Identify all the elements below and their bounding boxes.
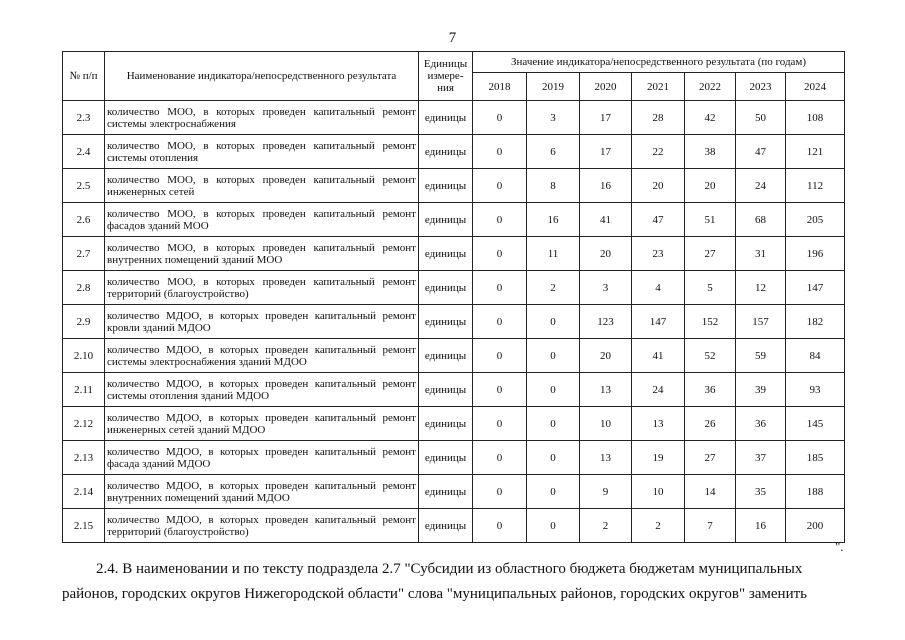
row-indicator-name: количество МДОО, в которых проведен капитальный ремонт территорий (благоустройство): [105, 509, 419, 543]
row-value: 0: [527, 407, 580, 441]
row-value: 50: [736, 101, 786, 135]
row-value: 2: [527, 271, 580, 305]
row-value: 37: [736, 441, 786, 475]
table-row: [63, 101, 845, 135]
header-year: 2021: [632, 73, 685, 101]
row-value: 0: [527, 509, 580, 543]
table-row: [63, 475, 845, 509]
row-value: 2: [632, 509, 685, 543]
row-value: 0: [473, 475, 527, 509]
row-indicator-name: количество МОО, в которых проведен капитальный ремонт фасадов зданий МОО: [105, 203, 419, 237]
row-value: 16: [736, 509, 786, 543]
header-year: 2022: [685, 73, 736, 101]
table-row: [63, 373, 845, 407]
row-value: 205: [786, 203, 845, 237]
row-value: 196: [786, 237, 845, 271]
row-value: 23: [632, 237, 685, 271]
row-value: 13: [580, 373, 632, 407]
table-row: [63, 339, 845, 373]
row-value: 16: [527, 203, 580, 237]
row-indicator-name: количество МОО, в которых проведен капитальный ремонт внутренних помещений зданий МОО: [105, 237, 419, 271]
paragraph-line-1: 2.4. В наименовании и по тексту подраздела 2.7 "Субсидии из областного бюджета бюджетам муниципальных: [96, 561, 803, 577]
row-value: 20: [685, 169, 736, 203]
row-value: 0: [473, 509, 527, 543]
row-value: 24: [736, 169, 786, 203]
row-value: 10: [632, 475, 685, 509]
row-value: 7: [685, 509, 736, 543]
row-value: 27: [685, 237, 736, 271]
row-value: 17: [580, 135, 632, 169]
row-unit: единицы: [419, 237, 473, 271]
row-value: 0: [527, 373, 580, 407]
paragraph-line-2: районов, городских округов Нижегородской области" слова "муниципальных районов, городских округов" заменить: [62, 586, 807, 602]
row-value: 0: [473, 407, 527, 441]
row-indicator-name: количество МДОО, в которых проведен капитальный ремонт фасада зданий МДОО: [105, 441, 419, 475]
row-unit: единицы: [419, 135, 473, 169]
row-value: 147: [786, 271, 845, 305]
row-value: 20: [580, 237, 632, 271]
row-value: 0: [473, 101, 527, 135]
row-value: 200: [786, 509, 845, 543]
row-value: 3: [527, 101, 580, 135]
row-value: 38: [685, 135, 736, 169]
row-unit: единицы: [419, 509, 473, 543]
row-number: 2.4: [63, 135, 105, 169]
row-value: 41: [632, 339, 685, 373]
row-value: 24: [632, 373, 685, 407]
row-value: 6: [527, 135, 580, 169]
row-indicator-name: количество МДОО, в которых проведен капитальный ремонт системы отопления зданий МДОО: [105, 373, 419, 407]
row-unit: единицы: [419, 101, 473, 135]
row-value: 0: [527, 305, 580, 339]
row-value: 93: [786, 373, 845, 407]
row-value: 2: [580, 509, 632, 543]
row-number: 2.8: [63, 271, 105, 305]
row-value: 145: [786, 407, 845, 441]
row-value: 19: [632, 441, 685, 475]
row-value: 5: [685, 271, 736, 305]
row-indicator-name: количество МДОО, в которых проведен капитальный ремонт инженерных сетей зданий МДОО: [105, 407, 419, 441]
row-number: 2.3: [63, 101, 105, 135]
row-number: 2.15: [63, 509, 105, 543]
row-value: 68: [736, 203, 786, 237]
row-number: 2.11: [63, 373, 105, 407]
row-value: 8: [527, 169, 580, 203]
header-name: Наименование индикатора/непосредственного результата: [105, 52, 419, 101]
table-row: [63, 135, 845, 169]
row-value: 121: [786, 135, 845, 169]
header-row-top: [63, 52, 845, 73]
row-indicator-name: количество МДОО, в которых проведен капитальный ремонт кровли зданий МДОО: [105, 305, 419, 339]
row-value: 185: [786, 441, 845, 475]
header-year: 2018: [473, 73, 527, 101]
row-unit: единицы: [419, 305, 473, 339]
row-indicator-name: количество МОО, в которых проведен капитальный ремонт территорий (благоустройство): [105, 271, 419, 305]
row-indicator-name: количество МОО, в которых проведен капитальный ремонт системы электроснабжения: [105, 101, 419, 135]
row-value: 39: [736, 373, 786, 407]
row-value: 0: [473, 203, 527, 237]
row-value: 112: [786, 169, 845, 203]
body-paragraph: [62, 557, 844, 607]
row-value: 152: [685, 305, 736, 339]
row-number: 2.14: [63, 475, 105, 509]
row-number: 2.13: [63, 441, 105, 475]
row-value: 0: [473, 169, 527, 203]
row-value: 11: [527, 237, 580, 271]
header-num: № п/п: [63, 52, 105, 101]
row-value: 16: [580, 169, 632, 203]
row-value: 123: [580, 305, 632, 339]
row-value: 4: [632, 271, 685, 305]
header-year: 2024: [786, 73, 845, 101]
row-unit: единицы: [419, 373, 473, 407]
row-value: 0: [473, 441, 527, 475]
header-values-group: Значение индикатора/непосредственного результата (по годам): [473, 52, 845, 73]
row-unit: единицы: [419, 339, 473, 373]
header-year: 2023: [736, 73, 786, 101]
row-value: 157: [736, 305, 786, 339]
table-row: [63, 237, 845, 271]
row-value: 20: [580, 339, 632, 373]
row-value: 0: [527, 441, 580, 475]
table-row: [63, 441, 845, 475]
row-number: 2.12: [63, 407, 105, 441]
row-value: 3: [580, 271, 632, 305]
header-year: 2019: [527, 73, 580, 101]
row-value: 0: [473, 305, 527, 339]
row-value: 182: [786, 305, 845, 339]
row-value: 27: [685, 441, 736, 475]
row-indicator-name: количество МОО, в которых проведен капитальный ремонт инженерных сетей: [105, 169, 419, 203]
table-row: [63, 509, 845, 543]
row-value: 0: [473, 271, 527, 305]
row-value: 0: [527, 339, 580, 373]
row-value: 59: [736, 339, 786, 373]
row-value: 108: [786, 101, 845, 135]
row-indicator-name: количество МДОО, в которых проведен капитальный ремонт системы электроснабжения зданий МДОО: [105, 339, 419, 373]
row-value: 26: [685, 407, 736, 441]
row-value: 36: [736, 407, 786, 441]
row-value: 13: [580, 441, 632, 475]
indicator-table: [62, 51, 845, 543]
row-value: 14: [685, 475, 736, 509]
row-value: 9: [580, 475, 632, 509]
row-value: 10: [580, 407, 632, 441]
table-body: [63, 101, 845, 543]
row-value: 42: [685, 101, 736, 135]
row-indicator-name: количество МОО, в которых проведен капитальный ремонт системы отопления: [105, 135, 419, 169]
row-value: 0: [473, 135, 527, 169]
row-number: 2.7: [63, 237, 105, 271]
row-value: 20: [632, 169, 685, 203]
row-value: 0: [527, 475, 580, 509]
row-value: 35: [736, 475, 786, 509]
row-value: 0: [473, 373, 527, 407]
row-value: 13: [632, 407, 685, 441]
header-year: 2020: [580, 73, 632, 101]
table-row: [63, 271, 845, 305]
row-value: 0: [473, 339, 527, 373]
row-value: 52: [685, 339, 736, 373]
page-number: 7: [448, 30, 457, 46]
row-value: 84: [786, 339, 845, 373]
closing-quote: ".: [835, 539, 844, 554]
row-value: 51: [685, 203, 736, 237]
row-value: 147: [632, 305, 685, 339]
row-value: 28: [632, 101, 685, 135]
row-value: 47: [632, 203, 685, 237]
row-unit: единицы: [419, 271, 473, 305]
row-number: 2.9: [63, 305, 105, 339]
row-unit: единицы: [419, 441, 473, 475]
row-number: 2.6: [63, 203, 105, 237]
header-unit: Единицы измере-ния: [419, 52, 473, 101]
table-row: [63, 305, 845, 339]
row-value: 0: [473, 237, 527, 271]
table-row: [63, 407, 845, 441]
row-value: 22: [632, 135, 685, 169]
table-row: [63, 203, 845, 237]
row-value: 12: [736, 271, 786, 305]
row-value: 188: [786, 475, 845, 509]
table-row: [63, 169, 845, 203]
row-value: 36: [685, 373, 736, 407]
row-unit: единицы: [419, 169, 473, 203]
row-number: 2.10: [63, 339, 105, 373]
row-unit: единицы: [419, 407, 473, 441]
row-value: 17: [580, 101, 632, 135]
row-number: 2.5: [63, 169, 105, 203]
row-unit: единицы: [419, 203, 473, 237]
row-value: 47: [736, 135, 786, 169]
row-indicator-name: количество МДОО, в которых проведен капитальный ремонт внутренних помещений зданий МДОО: [105, 475, 419, 509]
row-value: 31: [736, 237, 786, 271]
row-value: 41: [580, 203, 632, 237]
row-unit: единицы: [419, 475, 473, 509]
